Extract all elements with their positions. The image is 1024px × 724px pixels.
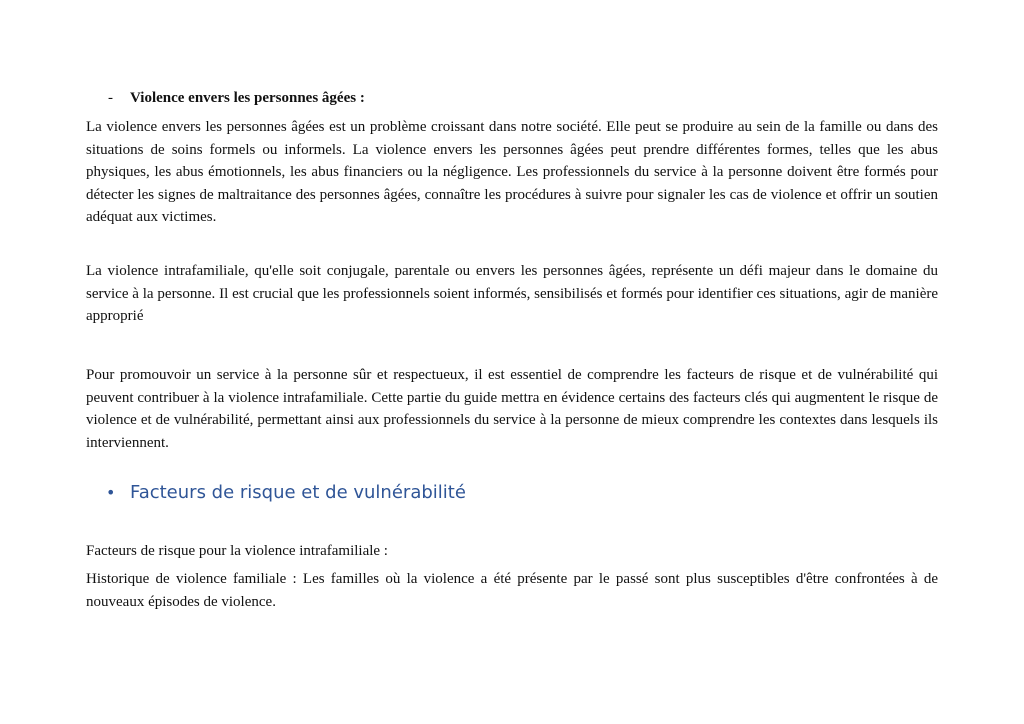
subheading-elderly-violence [108,88,365,108]
section-heading-text: Facteurs de risque et de vulnérabilité [130,482,466,503]
section-heading-risk-factors [106,482,466,504]
paragraph-family-violence-history: Historique de violence familiale : Les familles où la violence a été présente par le passé sont plus susceptibles d'être confrontées à de nouveaux épisodes de violence. [86,571,938,610]
paragraph-elderly-violence: La violence envers les personnes âgées est un problème croissant dans notre société. Elle peut se produire au sein de la famille ou dans des situations de soins formels ou informels. La violence envers les personnes âgées peut prendre différentes formes, telles que les abus physiques, les abus émotionnels, les abus financiers ou la négligence. Les professionnels du service à la personne doivent être formés pour détecter les signes de maltraitance des personnes âgées, connaître les procédures à suivre pour signaler les cas de violence et offrir un soutien adéquat aux victimes. [86,119,938,225]
dash-marker: - [108,90,113,106]
subheading-text: Violence envers les personnes âgées : [130,90,365,106]
paragraph-risk-factors-label: Facteurs de risque pour la violence intrafamiliale : [86,543,388,559]
bullet-icon: • [106,483,116,502]
paragraph-risk-factors-intro: Pour promouvoir un service à la personne sûr et respectueux, il est essentiel de comprendre les facteurs de risque et de vulnérabilité qui peuvent contribuer à la violence intrafamiliale. Cette partie du guide mettra en évidence certains des facteurs clés qui augmentent le risque de violence et de vulnérabilité, permettant ainsi aux professionnels du service à la personne de mieux comprendre les contextes dans lesquels ils interviennent. [86,367,938,451]
paragraph-domestic-violence-summary: La violence intrafamiliale, qu'elle soit conjugale, parentale ou envers les personnes âgées, représente un défi majeur dans le domaine du service à la personne. Il est crucial que les professionnels soient informés, sensibilisés et formés pour identifier ces situations, agir de manière approprié [86,263,938,324]
